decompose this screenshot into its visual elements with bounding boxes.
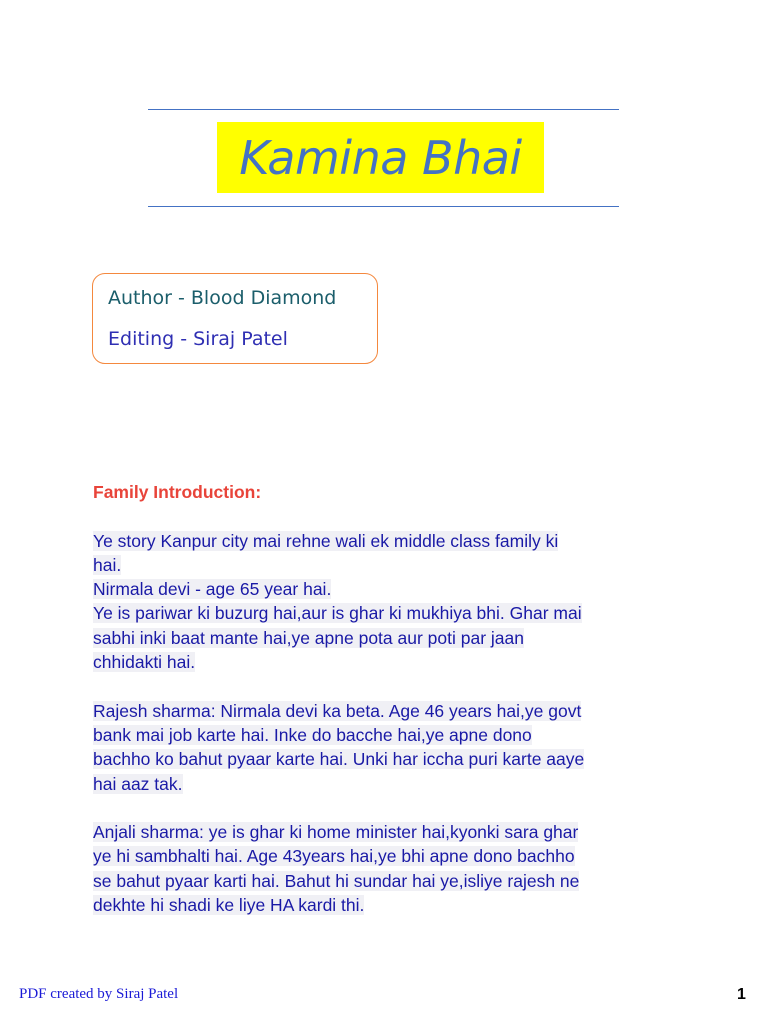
footer-credit: PDF created by Siraj Patel [19, 986, 179, 1002]
text-line: hai aaz tak. [93, 773, 183, 794]
text-line: Nirmala devi - age 65 year hai. [93, 579, 332, 600]
text-line: Ye story Kanpur city mai rehne wali ek middle class family ki [93, 530, 559, 551]
text-line: bachho ko bahut pyaar karte hai. Unki har iccha puri karte aaye [93, 749, 585, 770]
editing-line: Editing - Siraj Patel [108, 328, 288, 350]
page-number: 1 [737, 986, 746, 1003]
text-line: se bahut pyaar karti hai. Bahut hi sundar hai ye,isliye rajesh ne [93, 870, 580, 891]
title-top-rule [148, 109, 619, 110]
text-line: Ye is pariwar ki buzurg hai,aur is ghar ki mukhiya bhi. Ghar mai [93, 603, 582, 624]
paragraph [93, 529, 683, 675]
paragraph [93, 820, 683, 917]
title-bottom-rule [148, 206, 619, 207]
text-line: bank mai job karte hai. Inke do bacche hai,ye apne dono [93, 724, 532, 745]
text-line: hai. [93, 554, 122, 575]
paragraph [93, 699, 683, 796]
document-title: Kamina Bhai [239, 130, 522, 185]
text-line: sabhi inki baat mante hai,ye apne pota aur poti par jaan [93, 627, 524, 648]
author-line: Author - Blood Diamond [108, 287, 337, 309]
section-heading: Family Introduction: [93, 482, 262, 502]
document-body [93, 480, 683, 917]
text-line: dekhte hi shadi ke liye HA kardi thi. [93, 895, 365, 916]
author-box [92, 273, 378, 364]
text-line: Rajesh sharma: Nirmala devi ka beta. Age 46 years hai,ye govt [93, 700, 582, 721]
text-line: Anjali sharma: ye is ghar ki home minister hai,kyonki sara ghar [93, 822, 579, 843]
text-line: ye hi sambhalti hai. Age 43years hai,ye bhi apne dono bachho [93, 846, 575, 867]
title-highlight [217, 122, 544, 193]
text-line: chhidakti hai. [93, 652, 196, 673]
